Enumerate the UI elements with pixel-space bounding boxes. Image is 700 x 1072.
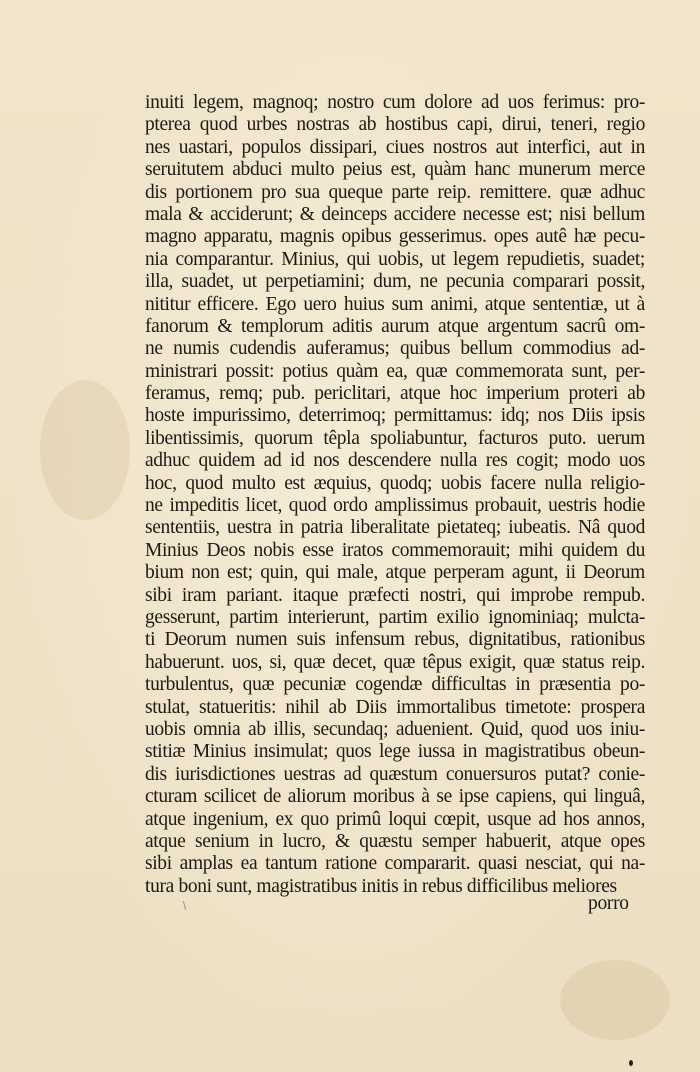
text-line: cturam scilicet de aliorum moribus à se ipse capiens, qui linguâ,	[145, 786, 645, 808]
text-line: ne impeditis licet, quod ordo amplissimus probauit, uestris hodie	[145, 495, 645, 517]
text-line: habuerunt. uos, si, quæ decet, quæ têpus exigit, quæ status reip.	[145, 651, 645, 673]
text-line: sibi iram pariant. itaque præfecti nostri, qui improbe rempub.	[145, 584, 645, 606]
text-line: dis iurisdictiones uestras ad quæstum conuersuros putat? conie-	[145, 763, 645, 785]
text-line: nes uastari, populos dissipari, ciues nostros aut interfici, aut in	[145, 136, 645, 158]
text-line: inuiti legem, magnoq; nostro cum dolore ad uos ferimus: pro-	[145, 92, 645, 113]
text-line: magno apparatu, magnis opibus gesserimus. opes autê hæ pecu-	[145, 226, 645, 248]
text-line: seruitutem abduci multo peius est, quàm hanc munerum merce	[145, 159, 645, 181]
paper-stain	[560, 960, 670, 1040]
text-line: gesserunt, partim interierunt, partim exilio ignominiaq; mulcta-	[145, 606, 645, 628]
text-line: tura boni sunt, magistratibus initis in rebus difficilibus meliores	[145, 875, 617, 897]
paper-stain	[40, 380, 130, 520]
text-line: dis portionem pro sua queque parte reip. remittere. quæ adhuc	[145, 181, 645, 203]
text-line: ne numis cudendis auferamus; quibus bellum commodius ad-	[145, 338, 645, 360]
text-line: atque ingenium, ex quo primû loqui cœpit, usque ad hos annos,	[145, 808, 645, 830]
text-line: sibi amplas ea tantum ratione compararit. quasi nesciat, qui na-	[145, 853, 645, 875]
text-line: stitiæ Minius insimulat; quos lege iussa in magistratibus obeun-	[145, 741, 645, 763]
text-line: ministrari possit: potius quàm ea, quæ commemorata sunt, per-	[145, 360, 645, 382]
text-line: atque senium in lucro, & quæstu semper habuerit, atque opes	[145, 830, 645, 852]
body-text	[145, 92, 645, 898]
text-line: Minius Deos nobis esse iratos commemorauit; mihi quidem du	[145, 539, 645, 561]
text-line: hoc, quod multo est æquius, quodq; uobis facere nulla religio-	[145, 472, 645, 494]
margin-mark	[183, 901, 186, 910]
text-line: nititur efficere. Ego uero huius sum animi, atque sententiæ, ut à	[145, 293, 645, 315]
text-line: stulat, statueritis: nihil ab Diis immortalibus timetote: prospera	[145, 696, 645, 718]
text-line: sententiis, uestra in patria liberalitate pietateq; iubeatis. Nâ quod	[145, 517, 645, 539]
text-line: uobis omnia ab illis, secundaq; aduenient. Quid, quod uos iniu-	[145, 718, 645, 740]
text-line: nia comparantur. Minius, qui uobis, ut legem repudietis, suadet;	[145, 248, 645, 270]
text-line: illa, suadet, ut perpetiamini; dum, ne pecunia comparari possit,	[145, 271, 645, 293]
text-line: libentissimis, quorum têpla spoliabuntur, facturos puto. uerum	[145, 427, 645, 449]
text-line: turbulentus, quæ pecuniæ cogendæ difficultas in præsentia po-	[145, 674, 645, 696]
text-line: bium non est; quin, qui male, atque perperam agunt, ii Deorum	[145, 562, 645, 584]
text-line: mala & acciderunt; & deinceps accidere necesse est; nisi bellum	[145, 203, 645, 225]
text-line: adhuc quidem ad id nos descendere nulla res cogit; modo uos	[145, 450, 645, 472]
text-line: ti Deorum numen suis infensum rebus, dignitatibus, rationibus	[145, 629, 645, 651]
ink-spot	[629, 1060, 633, 1066]
text-line: fanorum & templorum aditis aurum atque argentum sacrû om-	[145, 315, 645, 337]
text-line: pterea quod urbes nostras ab hostibus capi, dirui, teneri, regio	[145, 114, 645, 136]
text-line: feramus, remq; pub. periclitari, atque hoc imperium proteri ab	[145, 383, 645, 405]
text-line: hoste impurissimo, deterrimoq; permittamus: idq; nos Diis ipsis	[145, 405, 645, 427]
catchword: porro	[588, 893, 629, 914]
